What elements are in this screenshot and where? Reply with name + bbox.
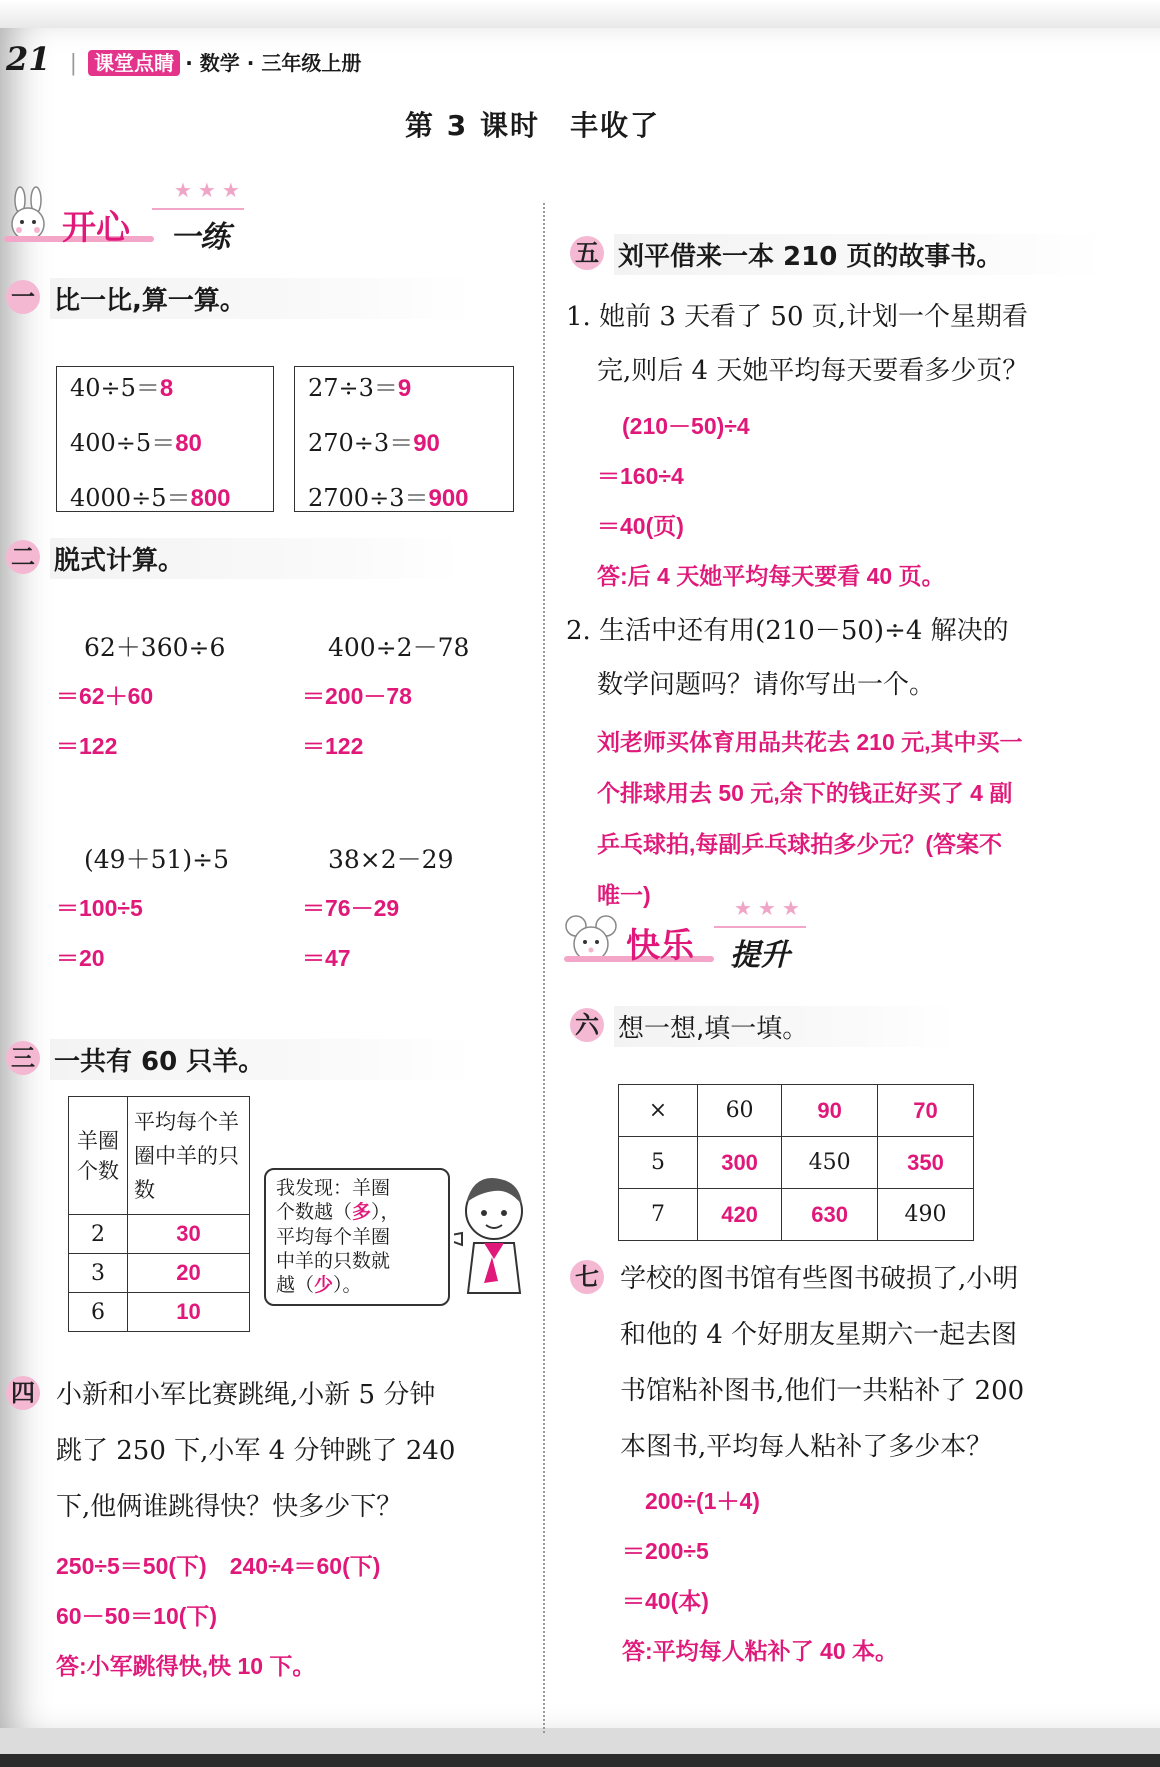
question-line: 数学问题吗？请你写出一个。 — [597, 670, 936, 700]
solution-step: ＝122 — [302, 733, 364, 759]
bubble-line-4: 中羊的只数就 — [276, 1250, 391, 1272]
question-line: 2. 生活中还有用(210－50)÷4 解决的 — [566, 616, 1009, 646]
table-answer-cell: 630 — [782, 1189, 878, 1241]
answer-line: 刘老师买体育用品共花去 210 元,其中买一 — [597, 729, 1023, 755]
calc-line: 2700÷3＝900 — [308, 484, 469, 512]
question-line: 完,则后 4 天她平均每天要看多少页？ — [597, 356, 1029, 386]
sheep-table-cell: 6 — [69, 1293, 128, 1332]
calc-answer: 9 — [397, 375, 412, 402]
answer-line: (210－50)÷4 — [622, 413, 750, 439]
bubble-answer-less: 少 — [314, 1275, 334, 1296]
table-answer-cell: 350 — [878, 1137, 974, 1189]
sheep-table-header-pens: 羊圈个数 — [69, 1097, 128, 1215]
bubble-line-5: 越（少）。 — [276, 1274, 362, 1296]
header-badge: 课堂点睛 — [88, 50, 180, 76]
section-number-6: 六 — [570, 1008, 604, 1042]
answer-line: 乒乓球拍,每副乒乓球拍多少元？(答案不 — [597, 831, 1003, 857]
workbook-page — [0, 28, 1160, 1728]
table-cell: 490 — [878, 1189, 974, 1241]
question-line: 1. 她前 3 天看了 50 页,计划一个星期看 — [566, 302, 1029, 332]
calc-line: 40÷5＝8 — [70, 374, 174, 402]
lesson-title: 第 3 课时 丰收了 — [405, 109, 660, 142]
section-title-2: 脱式计算。 — [50, 538, 462, 579]
answer-line: 答:小军跳得快,快 10 下。 — [56, 1653, 316, 1679]
answer-line: 60－50＝10(下) — [56, 1603, 218, 1629]
section-title-1: 比一比,算一算。 — [50, 278, 472, 319]
page-header — [6, 40, 361, 78]
calc-line: 4000÷5＝800 — [70, 484, 231, 512]
banner-practice — [4, 178, 254, 258]
banner-line — [714, 926, 806, 928]
banner-title-sub: 一练 — [170, 220, 230, 255]
bottom-edge — [0, 1754, 1160, 1767]
banner-title-main: 开心 — [62, 208, 130, 248]
table-cell: × — [619, 1085, 698, 1137]
calc-line: 27÷3＝9 — [308, 374, 412, 402]
page-number: 21 — [6, 40, 51, 78]
answer-line: ＝40(本) — [622, 1588, 709, 1614]
solution-step: ＝47 — [302, 945, 351, 971]
solution-step: ＝200－78 — [302, 683, 412, 709]
bubble-line-1: 我发现：羊圈 — [276, 1177, 391, 1199]
banner-title-main: 快乐 — [626, 926, 694, 966]
table-cell: 5 — [619, 1137, 698, 1189]
bubble-line-3: 平均每个羊圈 — [276, 1226, 391, 1248]
solution-step: ＝62＋60 — [56, 683, 154, 709]
bubble-answer-more: 多 — [352, 1202, 372, 1223]
table-answer-cell: 300 — [698, 1137, 782, 1189]
calc-answer: 900 — [428, 485, 469, 512]
question-line: 学校的图书馆有些图书破损了,小明 — [620, 1264, 1019, 1294]
expression: (49＋51)÷5 — [84, 845, 229, 874]
section-title-6: 想一想,填一填。 — [614, 1006, 956, 1047]
section-number-2: 二 — [6, 540, 40, 574]
expression: 62＋360÷6 — [84, 633, 226, 662]
question-line: 和他的 4 个好朋友星期六一起去图 — [620, 1320, 1018, 1350]
section-number-3: 三 — [6, 1041, 40, 1075]
header-subject: · 数学 · 三年级上册 — [185, 51, 362, 75]
answer-line: 个排球用去 50 元,余下的钱正好买了 4 副 — [597, 780, 1013, 806]
solution-step: ＝76－29 — [302, 895, 400, 921]
table-answer-cell: 420 — [698, 1189, 782, 1241]
sheep-table-cell: 3 — [69, 1254, 128, 1293]
answer-line: 250÷5＝50(下) 240÷4＝60(下) — [56, 1553, 381, 1579]
answer-line: 答:平均每人粘补了 40 本。 — [622, 1638, 899, 1664]
question-line: 跳了 250 下,小军 4 分钟跳了 240 — [56, 1436, 456, 1466]
table-answer-cell: 70 — [878, 1085, 974, 1137]
banner-line — [152, 208, 244, 210]
calc-line: 270÷3＝90 — [308, 429, 440, 457]
calc-answer: 80 — [175, 430, 202, 457]
sheep-table-answer: 20 — [128, 1254, 250, 1293]
solution-step: ＝20 — [56, 945, 105, 971]
sheep-table-cell: 2 — [69, 1215, 128, 1254]
answer-line: 200÷(1＋4) — [645, 1488, 760, 1514]
solution-step: ＝122 — [56, 733, 118, 759]
calc-answer: 90 — [413, 430, 440, 457]
question-line: 小新和小军比赛跳绳,小新 5 分钟 — [56, 1380, 436, 1410]
bubble-line-2: 个数越（多）， — [276, 1201, 400, 1223]
sheep-table — [68, 1096, 250, 1332]
question-line: 本图书,平均每人粘补了多少本？ — [620, 1432, 993, 1462]
section-title-5: 刘平借来一本 210 页的故事书。 — [614, 234, 1106, 275]
section-number-4: 四 — [6, 1376, 40, 1410]
banner-improve — [564, 898, 824, 978]
boy-mascot-icon — [454, 1163, 532, 1313]
answer-line: ＝160÷4 — [597, 463, 684, 489]
sheep-table-answer: 10 — [128, 1293, 250, 1332]
solution-step: ＝100÷5 — [56, 895, 143, 921]
answer-line: ＝200÷5 — [622, 1538, 709, 1564]
answer-line: 答:后 4 天她平均每天要看 40 页。 — [597, 563, 945, 589]
banner-stars: ★★★ — [174, 178, 246, 202]
table-cell: 450 — [782, 1137, 878, 1189]
multiplication-table — [618, 1084, 974, 1241]
table-cell: 7 — [619, 1189, 698, 1241]
banner-title-sub: 提升 — [730, 938, 790, 973]
header-divider: | — [69, 51, 78, 76]
sheep-table-header-average: 平均每个羊圈中羊的只数 — [128, 1097, 250, 1215]
column-divider — [543, 203, 545, 1733]
calc-line: 400÷5＝80 — [70, 429, 202, 457]
table-cell: 60 — [698, 1085, 782, 1137]
section-title-3: 一共有 60 只羊。 — [50, 1039, 472, 1080]
section-number-1: 一 — [6, 280, 40, 314]
expression: 38×2－29 — [328, 845, 454, 874]
question-line: 下,他俩谁跳得快？快多少下？ — [56, 1492, 403, 1522]
sheep-table-answer: 30 — [128, 1215, 250, 1254]
calc-answer: 800 — [190, 485, 231, 512]
speech-bubble — [264, 1168, 450, 1306]
page-top-shadow — [0, 0, 1160, 28]
calc-answer: 8 — [159, 375, 174, 402]
expression: 400÷2－78 — [328, 633, 470, 662]
table-answer-cell: 90 — [782, 1085, 878, 1137]
answer-line: 唯一) — [597, 882, 651, 908]
question-line: 书馆粘补图书,他们一共粘补了 200 — [620, 1376, 1025, 1406]
section-number-7: 七 — [570, 1260, 604, 1294]
banner-stars: ★★★ — [734, 896, 806, 920]
section-number-5: 五 — [570, 236, 604, 270]
answer-line: ＝40(页) — [597, 513, 684, 539]
